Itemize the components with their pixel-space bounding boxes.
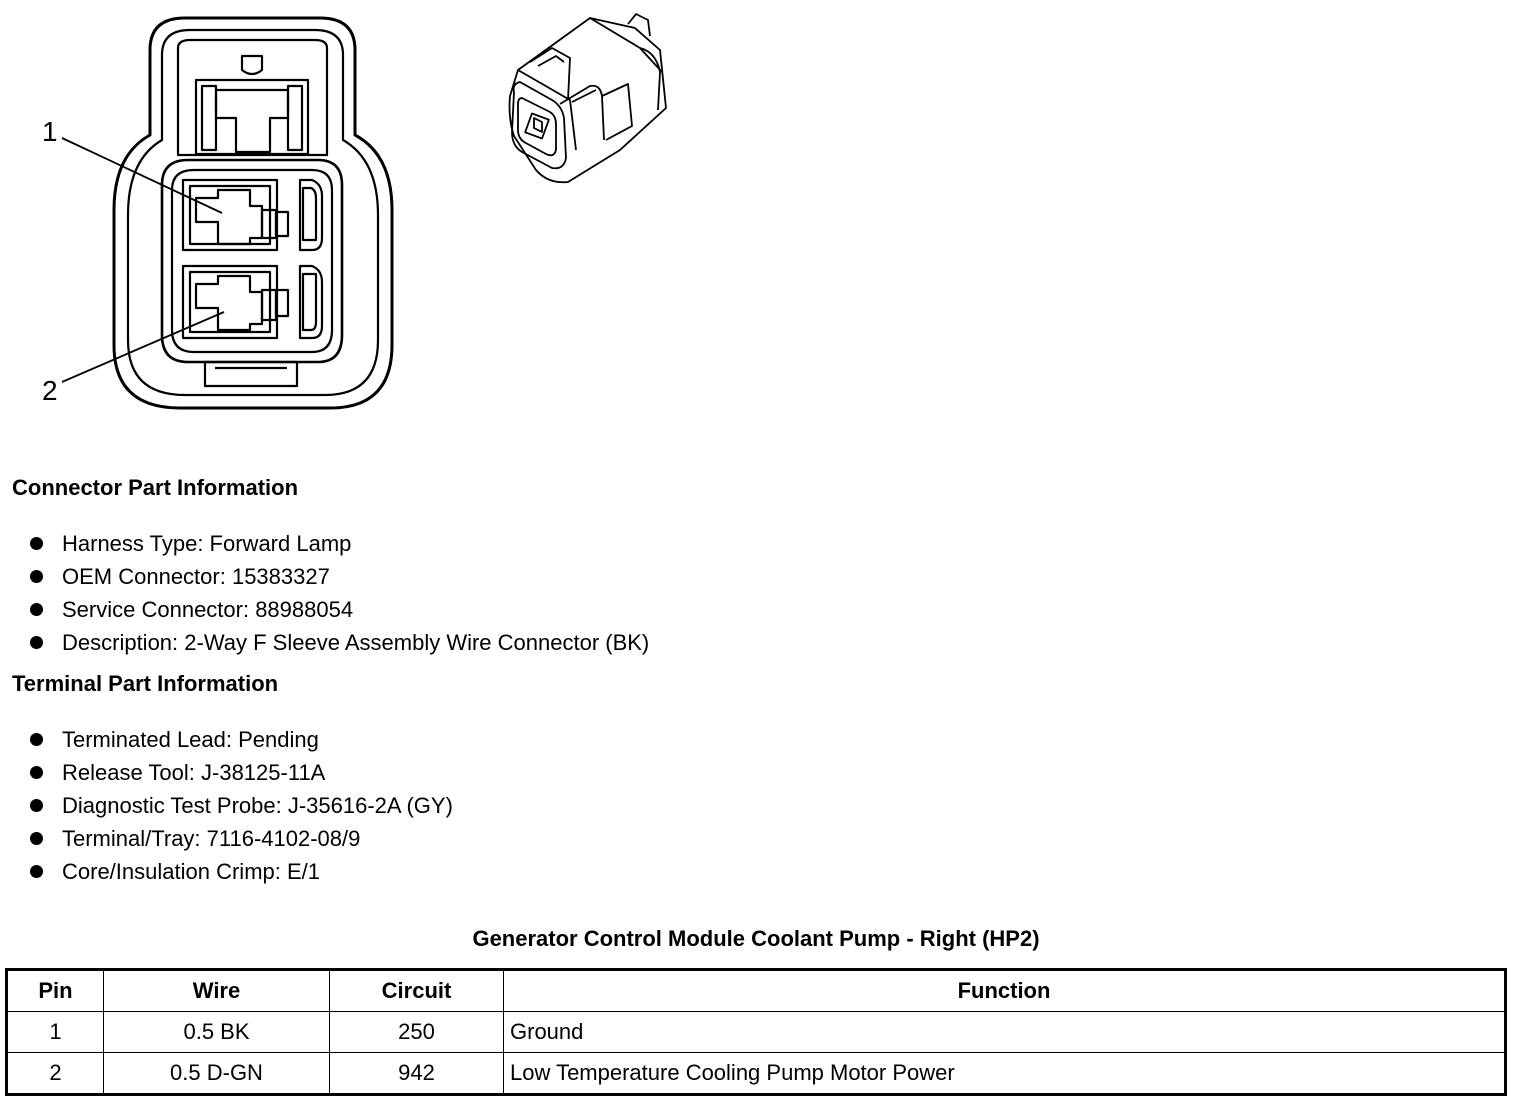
connector-part-info-heading: Connector Part Information — [12, 475, 299, 500]
bullet-icon — [30, 733, 43, 746]
bullet-icon — [30, 603, 43, 616]
bullet-icon — [30, 766, 43, 779]
list-item — [28, 789, 453, 822]
list-item — [28, 626, 649, 659]
list-item — [28, 756, 453, 789]
bullet-icon — [30, 537, 43, 550]
cell-function: Low Temperature Cooling Pump Motor Power — [504, 1053, 1506, 1095]
pin-2-callout: 2 — [42, 375, 58, 406]
header-circuit: Circuit — [330, 970, 504, 1012]
list-item — [28, 593, 649, 626]
cell-pin: 2 — [7, 1053, 104, 1095]
bullet-icon — [30, 636, 43, 649]
pin-table — [5, 968, 1507, 1096]
cell-wire: 0.5 BK — [104, 1012, 330, 1053]
pin-1-callout: 1 — [42, 116, 58, 147]
harness-type: Harness Type: Forward Lamp — [62, 531, 352, 556]
pin-table-title: Generator Control Module Coolant Pump - Right (HP2) — [472, 926, 1040, 951]
terminated-lead: Terminated Lead: Pending — [62, 727, 319, 752]
header-function: Function — [504, 970, 1506, 1012]
connector-isometric-drawing — [490, 0, 690, 200]
bullet-icon — [30, 570, 43, 583]
cell-circuit: 250 — [330, 1012, 504, 1053]
terminal-tray: Terminal/Tray: 7116-4102-08/9 — [62, 826, 361, 851]
service-connector: Service Connector: 88988054 — [62, 597, 354, 622]
connector-info-list — [28, 527, 649, 659]
bullet-icon — [30, 865, 43, 878]
table-header-row — [7, 970, 1506, 1012]
diagnostic-test-probe: Diagnostic Test Probe: J-35616-2A (GY) — [62, 793, 453, 818]
list-item — [28, 855, 453, 888]
header-wire: Wire — [104, 970, 330, 1012]
oem-connector: OEM Connector: 15383327 — [62, 564, 330, 589]
bullet-icon — [30, 832, 43, 845]
core-insulation-crimp: Core/Insulation Crimp: E/1 — [62, 859, 320, 884]
bullet-icon — [30, 799, 43, 812]
release-tool: Release Tool: J-38125-11A — [62, 760, 326, 785]
list-item — [28, 822, 453, 855]
connector-description: Description: 2-Way F Sleeve Assembly Wire Connector (BK) — [62, 630, 650, 655]
list-item — [28, 560, 649, 593]
terminal-info-list — [28, 723, 453, 888]
list-item — [28, 527, 649, 560]
cell-function: Ground — [504, 1012, 1506, 1053]
table-row — [7, 1012, 1506, 1053]
connector-front-view-drawing — [0, 0, 440, 440]
cell-pin: 1 — [7, 1012, 104, 1053]
table-row — [7, 1053, 1506, 1095]
cell-wire: 0.5 D-GN — [104, 1053, 330, 1095]
cell-circuit: 942 — [330, 1053, 504, 1095]
header-pin: Pin — [7, 970, 104, 1012]
terminal-part-info-heading: Terminal Part Information — [12, 671, 279, 696]
list-item — [28, 723, 453, 756]
